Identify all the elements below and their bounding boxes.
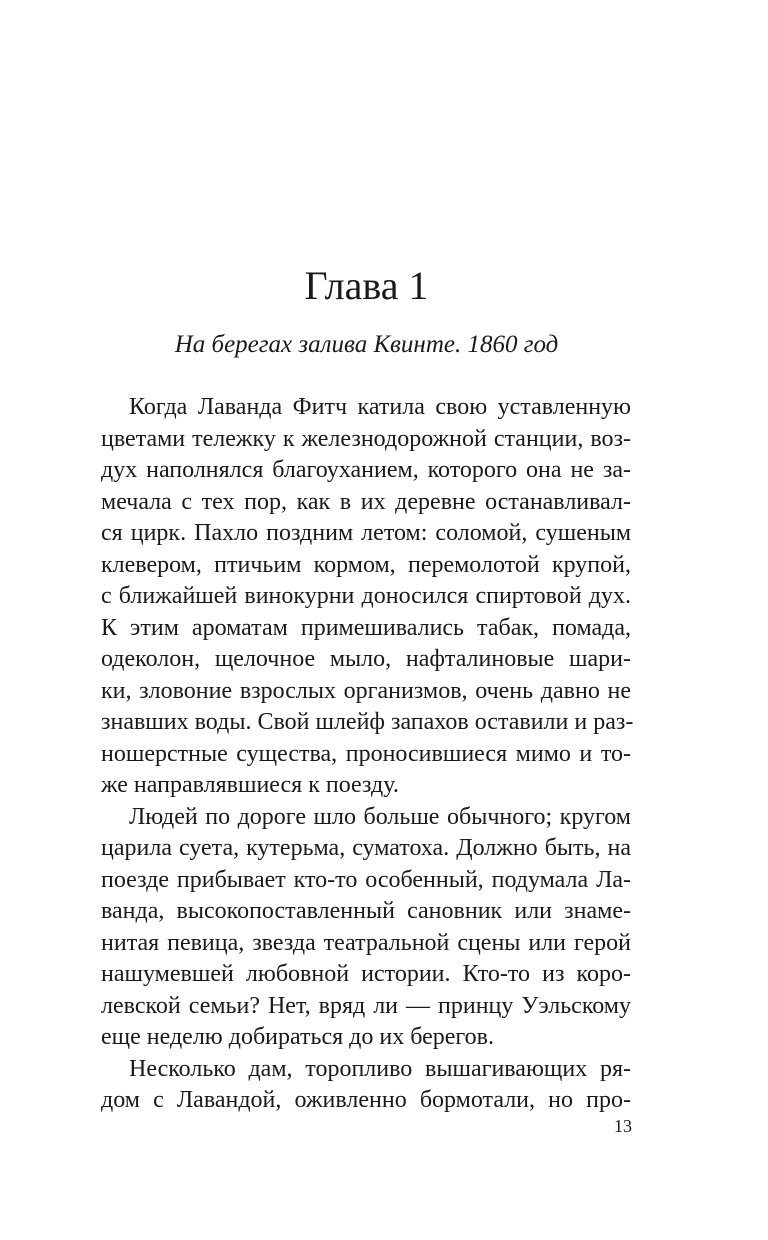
paragraph-2-line: царила суета, кутерьма, суматоха. Должно быть, на (101, 835, 631, 861)
paragraph-2-line: левской семьи? Нет, вряд ли — принцу Уэльскому (101, 992, 631, 1019)
paragraph-1-line: знавших воды. Свой шлейф запахов оставили и раз- (101, 709, 634, 735)
paragraph-2-line: нитая певица, звезда театральной сцены или герой (101, 929, 631, 956)
chapter-title: Глава 1 (304, 263, 429, 308)
paragraph-3-line: дом с Лавандой, оживленно бормотали, но про- (101, 1087, 631, 1113)
paragraph-2-line: ванда, высокопоставленный сановник или знаме- (101, 898, 631, 924)
paragraph-1-line: с ближайшей винокурни доносился спиртовой дух. (101, 583, 631, 609)
paragraph-1-line: цветами тележку к железнодорожной станции, воз- (101, 425, 631, 452)
paragraph-2-line: еще неделю добираться до их берегов. (101, 1024, 494, 1050)
chapter-subtitle: На берегах залива Квинте. 1860 год (174, 331, 559, 358)
page-number: 13 (614, 1116, 632, 1136)
paragraph-2-line: нашумевшей любовной истории. Кто-то из коро- (101, 961, 631, 987)
paragraph-1-line: клевером, птичьим кормом, перемолотой крупой, (101, 551, 631, 578)
paragraph-2-line: Людей по дороге шло больше обычного; кругом (129, 803, 631, 830)
paragraph-1-line: ношерстные существа, проносившиеся мимо и то- (101, 740, 631, 767)
paragraph-2-line: поезде прибывает кто-то особенный, подумала Ла- (101, 866, 631, 893)
paragraph-1-line: же направлявшиеся к поезду. (101, 772, 399, 798)
paragraph-1-line: К этим ароматам примешивались табак, помада, (101, 614, 631, 641)
paragraph-1-line: Когда Лаванда Фитч катила свою уставленную (129, 394, 631, 420)
paragraph-1-line: дух наполнялся благоуханием, которого она не за- (101, 457, 631, 483)
paragraph-1-line: одеколон, щелочное мыло, нафталиновые шари- (101, 646, 631, 672)
paragraph-3-line: Несколько дам, торопливо вышагивающих ря- (129, 1055, 631, 1082)
body-text (101, 392, 634, 1117)
paragraph-1-line: ся цирк. Пахло поздним летом: соломой, сушеным (101, 520, 631, 546)
paragraph-1-line: ки, зловоние взрослых организмов, очень давно не (101, 677, 631, 704)
paragraph-1-line: мечала с тех пор, как в их деревне останавливал- (101, 488, 631, 515)
